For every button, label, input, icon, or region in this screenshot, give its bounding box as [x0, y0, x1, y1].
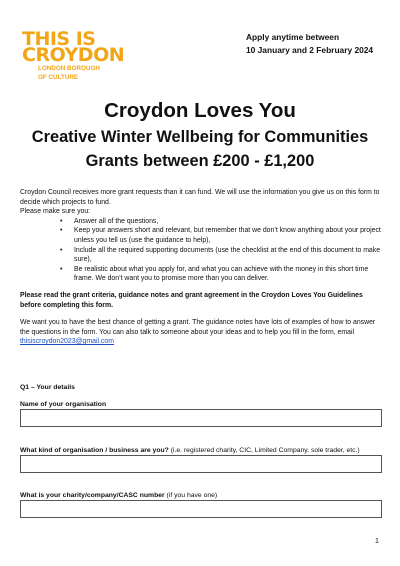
bullet-icon: •	[60, 217, 63, 225]
subtitle-2: Grants between £200 - £1,200	[85, 152, 315, 170]
requirements-list	[60, 217, 382, 284]
help-paragraph	[20, 318, 382, 347]
list-item-text: Be realistic about what you apply for, and what you can achieve with the money in this short time frame. We don’t want you to promise more than you can deliver.	[74, 265, 369, 283]
apply-line-1: Apply anytime between	[246, 32, 340, 42]
org-kind-question: What kind of organisation / business are you?	[20, 447, 169, 454]
list-item-text: Include all the required supporting documents (use the checklist at the end of this document to make sure),	[74, 246, 381, 264]
list-item	[60, 246, 382, 265]
org-name-label: Name of your organisation	[20, 401, 107, 408]
charity-number-label	[20, 492, 217, 499]
intro-section	[20, 188, 382, 347]
intro-paragraph: Croydon Council receives more grant requests than it can fund. We will use the information you give us on this form to decide which projects to fund.	[20, 189, 380, 206]
org-kind-field[interactable]	[20, 455, 382, 473]
bullet-icon: •	[60, 265, 63, 273]
logo-line-1: THIS IS	[22, 28, 96, 50]
guidelines-note: Please read the grant criteria, guidance notes and grant agreement in the Croydon Loves You Guidelines before completing this form.	[20, 291, 363, 309]
charity-number-field[interactable]	[20, 500, 382, 518]
list-item-text: Answer all of the questions,	[74, 217, 159, 225]
subtitle-1: Creative Winter Wellbeing for Communities	[31, 128, 369, 146]
list-item-text: Keep your answers short and relevant, but remember that we don’t know anything about your project unless you tell us (use the guidance to help),	[74, 227, 381, 244]
title-block	[0, 98, 400, 172]
org-name-field[interactable]	[20, 409, 382, 427]
page-number: 1	[375, 538, 379, 545]
q1-heading: Q1 – Your details	[20, 384, 75, 391]
apply-line-2: 10 January and 2 February 2024	[246, 44, 374, 55]
charity-number-question: What is your charity/company/CASC number	[20, 492, 165, 499]
logo-sub-2: OF CULTURE	[38, 74, 79, 81]
list-item	[60, 226, 382, 245]
email-link[interactable]: thisiscroydon2023@gmail.com	[20, 338, 114, 346]
apply-dates	[246, 31, 373, 56]
please-line: Please make sure you:	[20, 208, 91, 216]
list-item	[60, 217, 382, 227]
org-kind-label	[20, 447, 360, 454]
help-text: We want you to have the best chance of getting a grant. The guidance notes have lots of examples of how to answer the questions in the form. You can also talk to someone about your ideas and to help you fill in the form, email	[20, 319, 376, 336]
this-is-croydon-logo	[22, 28, 140, 81]
page-title: Croydon Loves You	[104, 99, 296, 122]
logo-line-2: CROYDON	[22, 44, 125, 66]
bullet-icon: •	[60, 246, 63, 254]
charity-number-hint: (if you have one)	[166, 492, 218, 499]
bullet-icon: •	[60, 227, 63, 235]
list-item	[60, 265, 382, 284]
logo-sub-1: LONDON BOROUGH	[38, 65, 100, 72]
org-kind-hint: (i.e. registered charity, CIC, Limited Company, sole trader, etc.)	[170, 447, 360, 454]
